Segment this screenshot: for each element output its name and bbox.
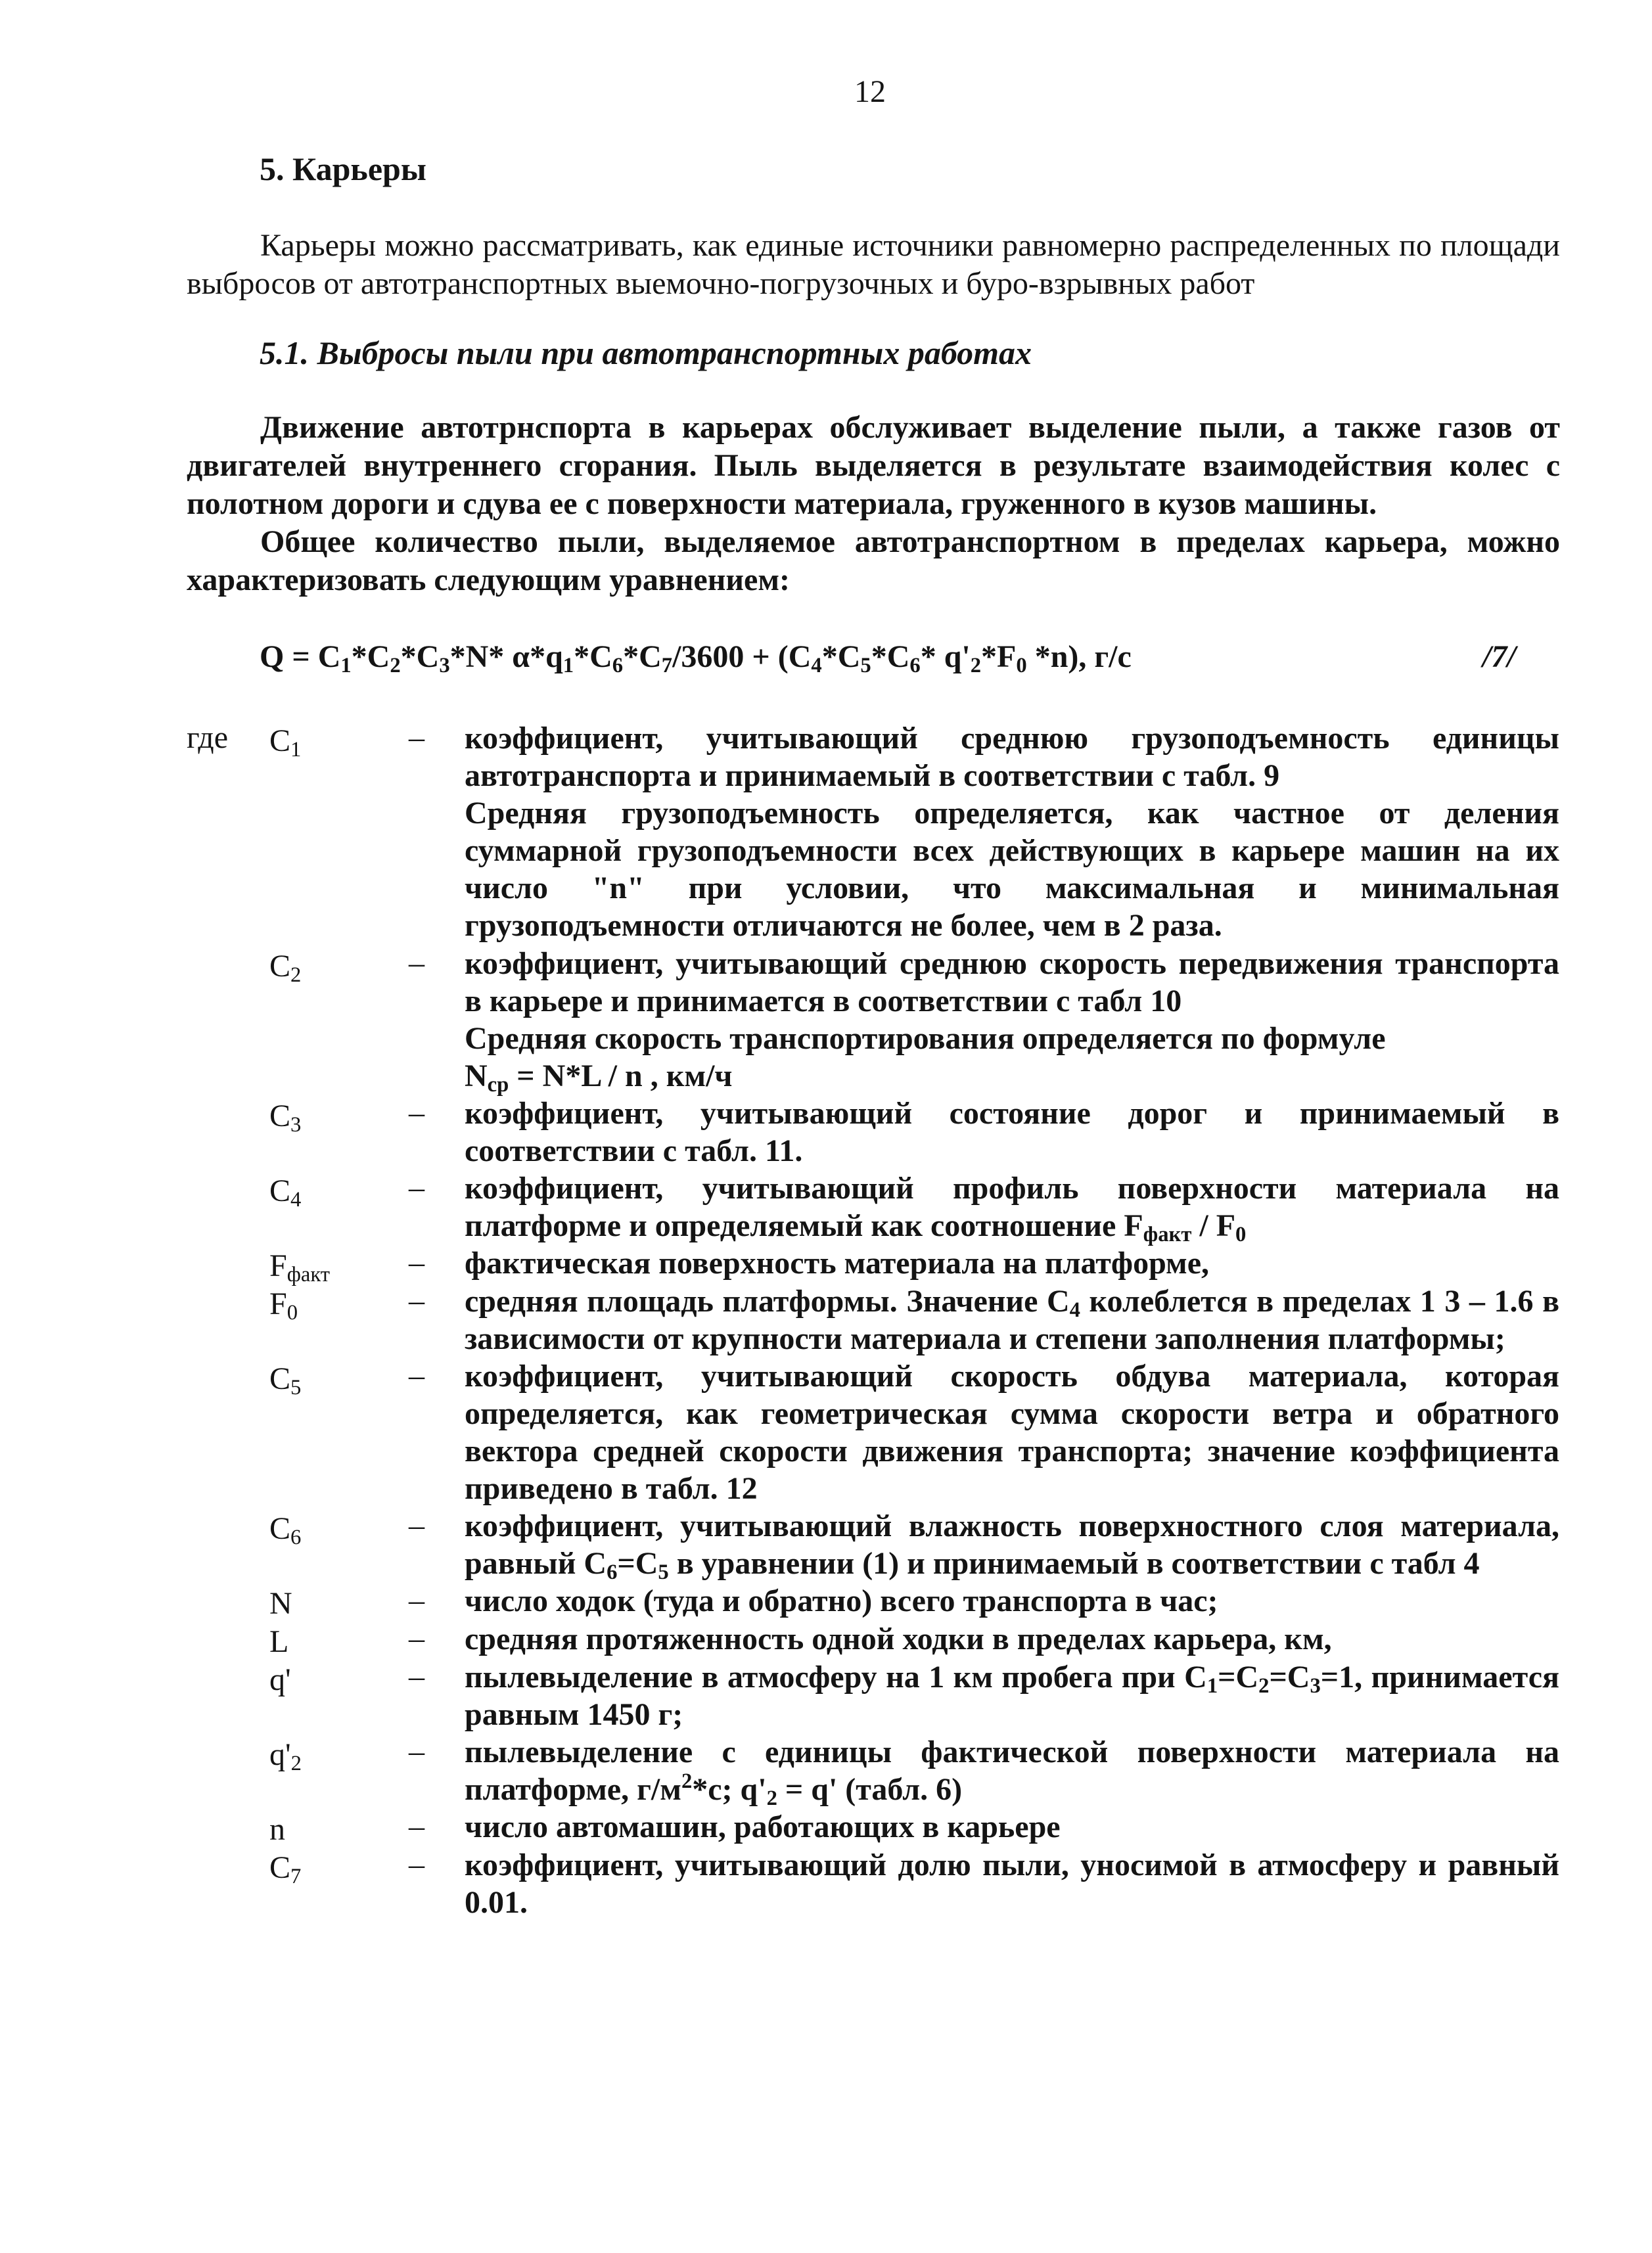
definition-dash: – <box>409 1095 424 1130</box>
definition-dash: – <box>409 1283 424 1318</box>
definition-dash: – <box>409 1583 424 1618</box>
definition-c5: коэффициент, учитывающий скорость обдува материала, которая определяется, как геометрическая сумма скорости ветра и обратного вектора средней скорости движения транспорта; значение коэффициента приведено в табл. 12 <box>465 1359 1559 1506</box>
symbol-n-vehicles: n <box>269 1812 285 1847</box>
definition-dash: – <box>409 1659 424 1694</box>
definition-l: средняя протяженность одной ходки в пределах карьера, км, <box>465 1622 1332 1656</box>
symbol-c3: $C_3$ <box>269 1099 302 1137</box>
symbol-q2: $q'_2$ <box>269 1737 302 1776</box>
symbol-c7: $C_7$ <box>269 1850 302 1889</box>
symbol-c5: $C_5$ <box>269 1361 302 1400</box>
definition-dash: – <box>409 1358 424 1393</box>
definition-dash: – <box>409 1621 424 1656</box>
definition-dash: – <box>409 1170 424 1205</box>
definition-dash: – <box>409 1847 424 1882</box>
definition-f-fact: фактическая поверхность материала на платформе, <box>465 1246 1210 1281</box>
definition-dash: – <box>409 945 424 980</box>
page-number: 12 <box>854 74 886 109</box>
average-speed-formula: $N_{ср} = N*L / n$ , км/ч <box>465 1058 733 1097</box>
symbol-f-fact: $F_{факт}$ <box>269 1248 331 1287</box>
symbol-c4: $C_4$ <box>269 1173 302 1212</box>
definition-dash: – <box>409 720 424 755</box>
definition-n-trips: число ходок (туда и обратно) всего транспорта в час; <box>465 1583 1218 1618</box>
definition-c6: коэффициент, учитывающий влажность поверхностного слоя материала, равный $C_6=C_5$ в уравнении (1) и принимаемый в соответствии с табл 4 <box>465 1509 1559 1585</box>
definition-c7: коэффициент, учитывающий долю пыли, уносимой в атмосферу и равный 0.01. <box>465 1848 1559 1920</box>
definition-dash: – <box>409 1245 424 1280</box>
paragraph-2: Общее количество пыли, выделяемое автотранспортном в пределах карьера, можно характеризовать следующим уравнением: <box>187 524 1560 597</box>
definition-c3: коэффициент, учитывающий состояние дорог и принимаемый в соответствии с табл. 11. <box>465 1096 1559 1168</box>
paragraph-1: Движение автотрнспорта в карьерах обслуживает выделение пыли, а также газов от двигателей внутреннего сгорания. Пыль выделяется в результате взаимодействия колес с полотном дороги и сдува ее с поверхности материала, груженного в кузов машины. <box>187 410 1560 521</box>
intro-paragraph: Карьеры можно рассматривать, как единые источники равномерно распределенных по площади выбросов от автотранспортных выемочно-погрузочных и буро-взрывных работ <box>187 228 1560 301</box>
main-formula: $Q = C_1*C_2*C_3*N*$ $\alpha*q_1*C_6*C_7/3600 + (C_4*C_5*C_6*$ $q'_2*F_0$ *n), г/с <box>260 639 1132 678</box>
symbol-c2: $C_2$ <box>269 949 302 988</box>
definition-c4: коэффициент, учитывающий профиль поверхности материала на платформе и определяемый как соотношение $F_{факт} / F_0$ <box>465 1171 1559 1247</box>
symbol-c6: $C_6$ <box>269 1511 302 1550</box>
symbol-l: L <box>269 1624 289 1659</box>
subsection-title: 5.1. Выбросы пыли при автотранспортных работах <box>260 334 1032 371</box>
where-label: где <box>187 720 229 755</box>
symbol-n-trips: N <box>269 1586 292 1621</box>
symbol-q: q' <box>269 1662 291 1697</box>
symbol-f0: $F_0$ <box>269 1286 298 1325</box>
definition-f0: средняя площадь платформы. Значение $C_4$ колеблется в пределах 1 3 – 1.6 в зависимости от крупности материала и степени заполнения платформы; <box>465 1284 1560 1356</box>
definition-dash: – <box>409 1734 424 1769</box>
definition-q: пылевыделение в атмосферу на 1 км пробега при $C_1=C_2=C_3=1$, принимается равным 1450 г; <box>465 1660 1560 1732</box>
formula-number: /7/ <box>1482 639 1516 674</box>
section-title: 5. Карьеры <box>260 150 426 187</box>
definition-dash: – <box>409 1809 424 1844</box>
symbol-c1: $C_1$ <box>269 723 302 762</box>
definition-c2: коэффициент, учитывающий среднюю скорость передвижения транспорта в карьере и принимается в соответствии с табл 10 Средняя скорость транспортирования определяется по формуле $N_{ср} = N*L / n$ , км/ч <box>465 946 1559 1097</box>
definition-c1: коэффициент, учитывающий среднюю грузоподъемность единицы автотранспорта и принимаемый в соответствии с табл. 9 Средняя грузоподъемность определяется, как частное от деления суммарной грузоподъемности всех действующих в карьере машин на их число "n" при условии, что максимальная и минимальная грузоподъемности отличаются не более, чем в 2 раза. <box>465 721 1559 943</box>
definition-dash: – <box>409 1508 424 1543</box>
definition-q2: пылевыделение с единицы фактической поверхности материала на платформе, $г/м^2*с$; $q'_2 = q'$ (табл. 6) <box>465 1735 1559 1811</box>
definition-n-vehicles: число автомашин, работающих в карьере <box>465 1809 1061 1844</box>
